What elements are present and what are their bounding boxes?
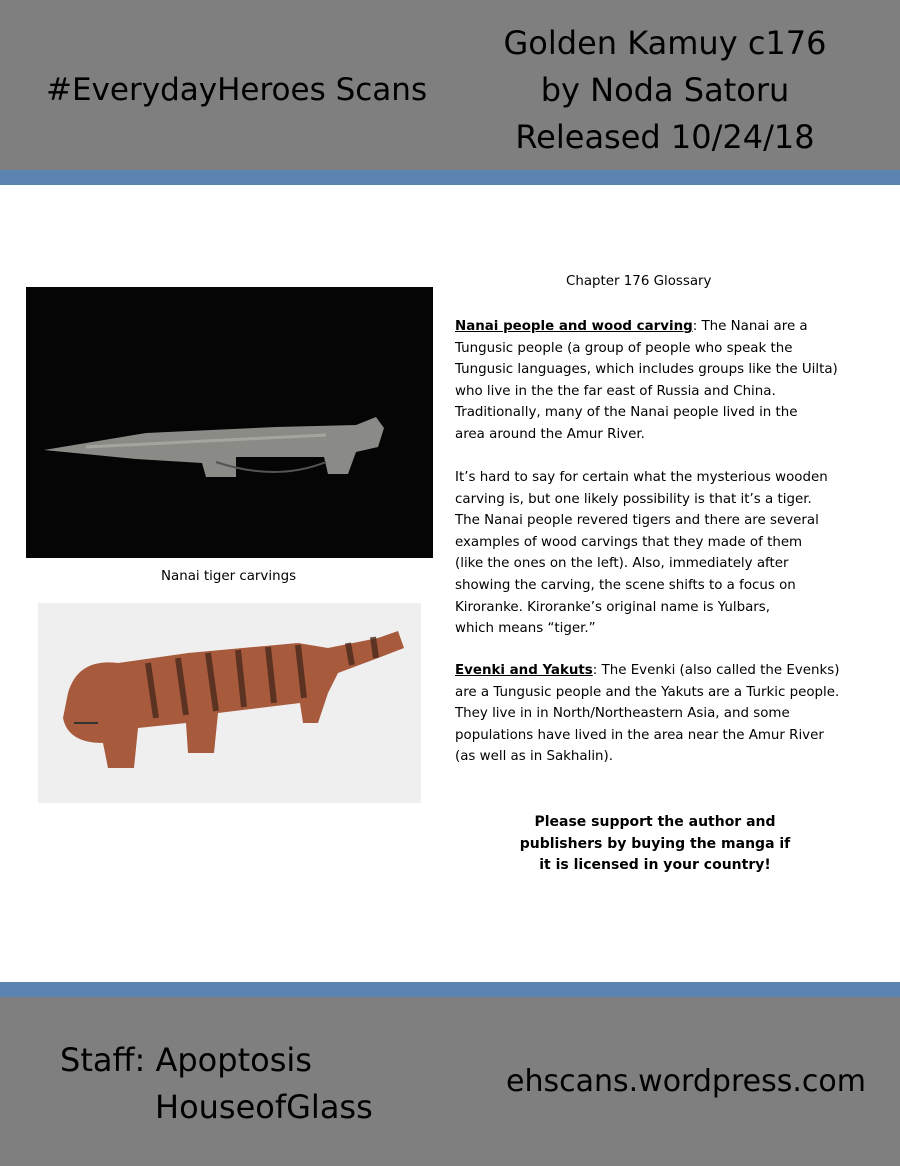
entry-text: carving is, but one likely possibility is that it’s a tiger. bbox=[455, 491, 812, 507]
entry-text: : The Nanai are a bbox=[692, 319, 808, 334]
entry-text: which means “tiger.” bbox=[455, 621, 596, 637]
chapter-title bbox=[480, 20, 850, 161]
entry-text: (like the ones on the left). Also, immediately after bbox=[455, 556, 789, 572]
entry-text: (as well as in Sakhalin). bbox=[455, 749, 614, 765]
image-caption: Nanai tiger carvings bbox=[161, 569, 297, 584]
glossary-entry-nanai-tiger bbox=[455, 467, 828, 640]
footer-divider bbox=[0, 982, 900, 997]
entry-heading: Evenki and Yakuts bbox=[455, 663, 593, 678]
entry-heading: Nanai people and wood carving bbox=[455, 319, 693, 334]
nanai-wood-carving-photo bbox=[26, 287, 433, 558]
entry-text: Tungusic people (a group of people who speak the bbox=[455, 340, 793, 356]
title-line: Released 10/24/18 bbox=[515, 118, 815, 156]
nanai-tiger-carving-photo bbox=[38, 603, 421, 803]
entry-text: Kiroranke. Kiroranke’s original name is Yulbars, bbox=[455, 599, 771, 615]
entry-text: It’s hard to say for certain what the mysterious wooden bbox=[455, 470, 828, 485]
title-line: Golden Kamuy c176 bbox=[503, 24, 827, 62]
entry-text: showing the carving, the scene shifts to a focus on bbox=[455, 577, 796, 593]
entry-text: Traditionally, many of the Nanai people lived in the bbox=[455, 405, 798, 421]
title-line: by Noda Satoru bbox=[540, 71, 790, 109]
entry-text: area around the Amur River. bbox=[455, 426, 645, 442]
entry-text: The Nanai people revered tigers and there are several bbox=[455, 513, 819, 529]
staff-credit: Staff: Apoptosis bbox=[60, 1041, 312, 1079]
glossary-entry-evenki bbox=[455, 660, 839, 768]
support-line: publishers by buying the manga if bbox=[519, 835, 791, 852]
entry-text: They live in in North/Northeastern Asia, and some bbox=[455, 706, 790, 722]
support-message bbox=[500, 812, 810, 877]
entry-text: populations have lived in the area near the Amur River bbox=[455, 727, 824, 743]
staff-credit: HouseofGlass bbox=[155, 1088, 373, 1126]
entry-text: are a Tungusic people and the Yakuts are a Turkic people. bbox=[455, 684, 840, 700]
entry-text: who live in the the far east of Russia and China. bbox=[455, 383, 776, 399]
entry-text: : The Evenki (also called the Evenks) bbox=[592, 663, 840, 678]
support-line: Please support the author and bbox=[534, 814, 776, 830]
glossary-title: Chapter 176 Glossary bbox=[566, 274, 712, 289]
website-link: ehscans.wordpress.com bbox=[506, 1064, 866, 1099]
header-divider bbox=[0, 170, 900, 185]
support-line: it is licensed in your country! bbox=[539, 857, 771, 874]
group-name: #EverydayHeroes Scans bbox=[46, 72, 428, 108]
glossary-entry-nanai bbox=[455, 316, 838, 446]
entry-text: Tungusic languages, which includes groups like the Uilta) bbox=[455, 362, 838, 378]
entry-text: examples of wood carvings that they made of them bbox=[455, 534, 803, 550]
